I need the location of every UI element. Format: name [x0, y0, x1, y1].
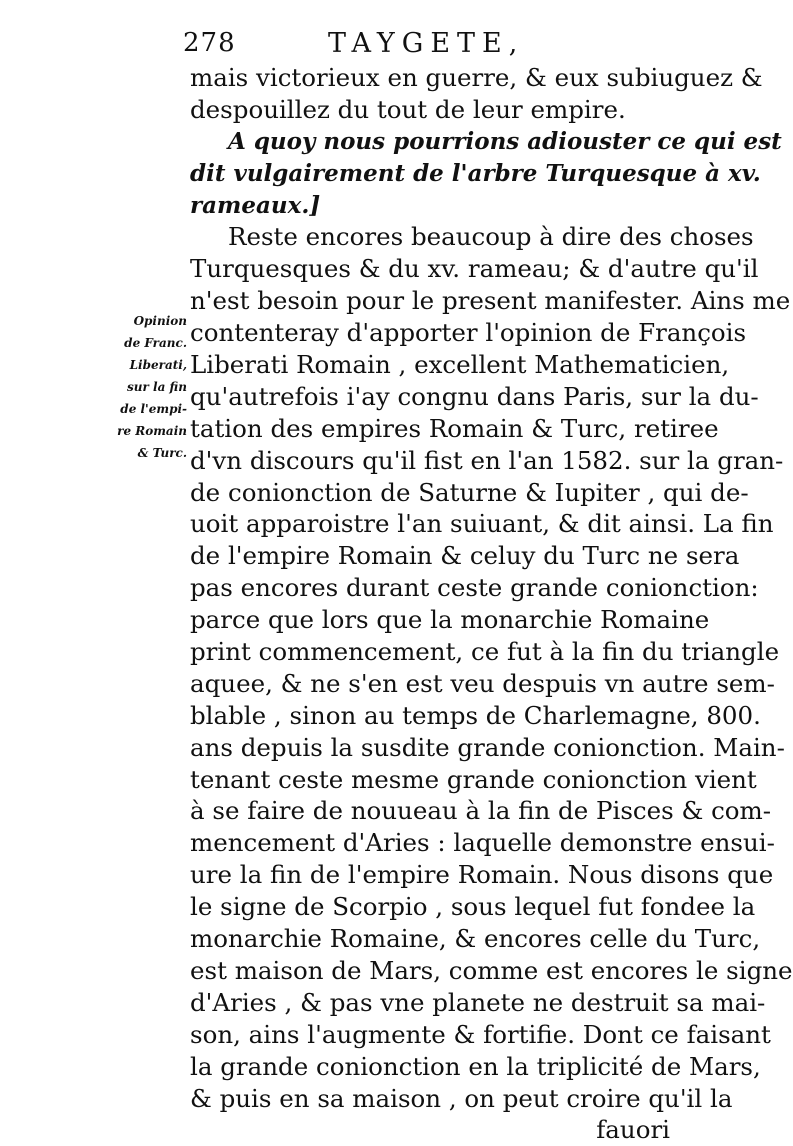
text-line: mencement d'Aries : laquelle demonstre ensui- — [190, 828, 775, 858]
margin-note-line: de l'empi- — [120, 402, 187, 416]
text-line: print commencement, ce fut à la fin du triangle — [190, 637, 780, 667]
text-line: qu'autrefois i'ay congnu dans Paris, sur la du- — [190, 381, 759, 411]
text-line: monarchie Romaine, & encores celle du Turc, — [190, 924, 761, 954]
text-line: d'vn discours qu'il fist en l'an 1582. sur la gran- — [190, 445, 784, 475]
text-line: aquee, & ne s'en est veu despuis vn autre sem- — [190, 668, 775, 698]
text-line: Turquesques & du xv. rameau; & d'autre qu'il — [190, 254, 759, 284]
text-line: Liberati Romain , excellent Mathematicien, — [190, 350, 730, 380]
text-line: pas encores durant ceste grande conionction: — [190, 573, 759, 603]
text-line: mais victorieux en guerre, & eux subiuguez & — [190, 63, 763, 92]
text-line: tation des empires Romain & Turc, retiree — [190, 413, 719, 443]
text-line: Reste encores beaucoup à dire des choses — [228, 222, 754, 252]
text-line: n'est besoin pour le present manifester. Ains me — [190, 286, 791, 316]
text-line: blable , sinon au temps de Charlemagne, 800. — [190, 700, 761, 730]
page-number: 278 — [183, 28, 236, 58]
text-line: parce que lors que la monarchie Romaine — [190, 605, 710, 635]
text-line: ure la fin de l'empire Romain. Nous disons que — [190, 860, 774, 890]
text-line: & puis en sa maison , on peut croire qu'il la — [190, 1083, 733, 1113]
text-line: de conionction de Saturne & Iupiter , qui de- — [190, 477, 749, 507]
text-line: la grande conionction en la triplicité de Mars, — [190, 1051, 761, 1081]
catchword: fauori — [596, 1115, 670, 1145]
text-line: ans depuis la susdite grande conionction. Main- — [190, 732, 785, 762]
margin-note-line: re Romain — [117, 424, 187, 438]
text-line: uoit apparoistre l'an suiuant, & dit ainsi. La fin — [190, 509, 774, 539]
margin-note — [102, 310, 187, 464]
text-line: de l'empire Romain & celuy du Turc ne sera — [190, 541, 740, 571]
margin-note-line: sur la fin — [127, 380, 187, 394]
text-line: contenteray d'apporter l'opinion de François — [190, 318, 747, 348]
margin-note-line: & Turc. — [137, 446, 187, 460]
text-line: le signe de Scorpio , sous lequel fut fondee la — [190, 892, 756, 922]
text-line: tenant ceste mesme grande conionction vient — [190, 764, 757, 794]
text-line: son, ains l'augmente & fortifie. Dont ce faisant — [190, 1019, 771, 1049]
margin-note-line: Liberati, — [129, 358, 187, 372]
page-header — [183, 28, 673, 64]
text-line: d'Aries , & pas vne planete ne destruit sa mai- — [190, 987, 766, 1017]
text-line: A quoy nous pourrions adiouster ce qui est — [228, 127, 782, 155]
text-line: dit vulgairement de l'arbre Turquesque à xv. — [190, 159, 761, 187]
text-line: despouillez du tout de leur empire. — [190, 94, 626, 124]
text-line: à se faire de nouueau à la fin de Pisces & com- — [190, 796, 772, 826]
margin-note-line: Opinion — [133, 314, 187, 328]
body-text — [190, 62, 793, 1146]
running-title: TAYGETE, — [328, 28, 525, 59]
text-line: est maison de Mars, comme est encores le signe — [190, 955, 793, 985]
text-line: rameaux.] — [190, 191, 321, 219]
margin-note-line: de Franc. — [124, 336, 187, 350]
